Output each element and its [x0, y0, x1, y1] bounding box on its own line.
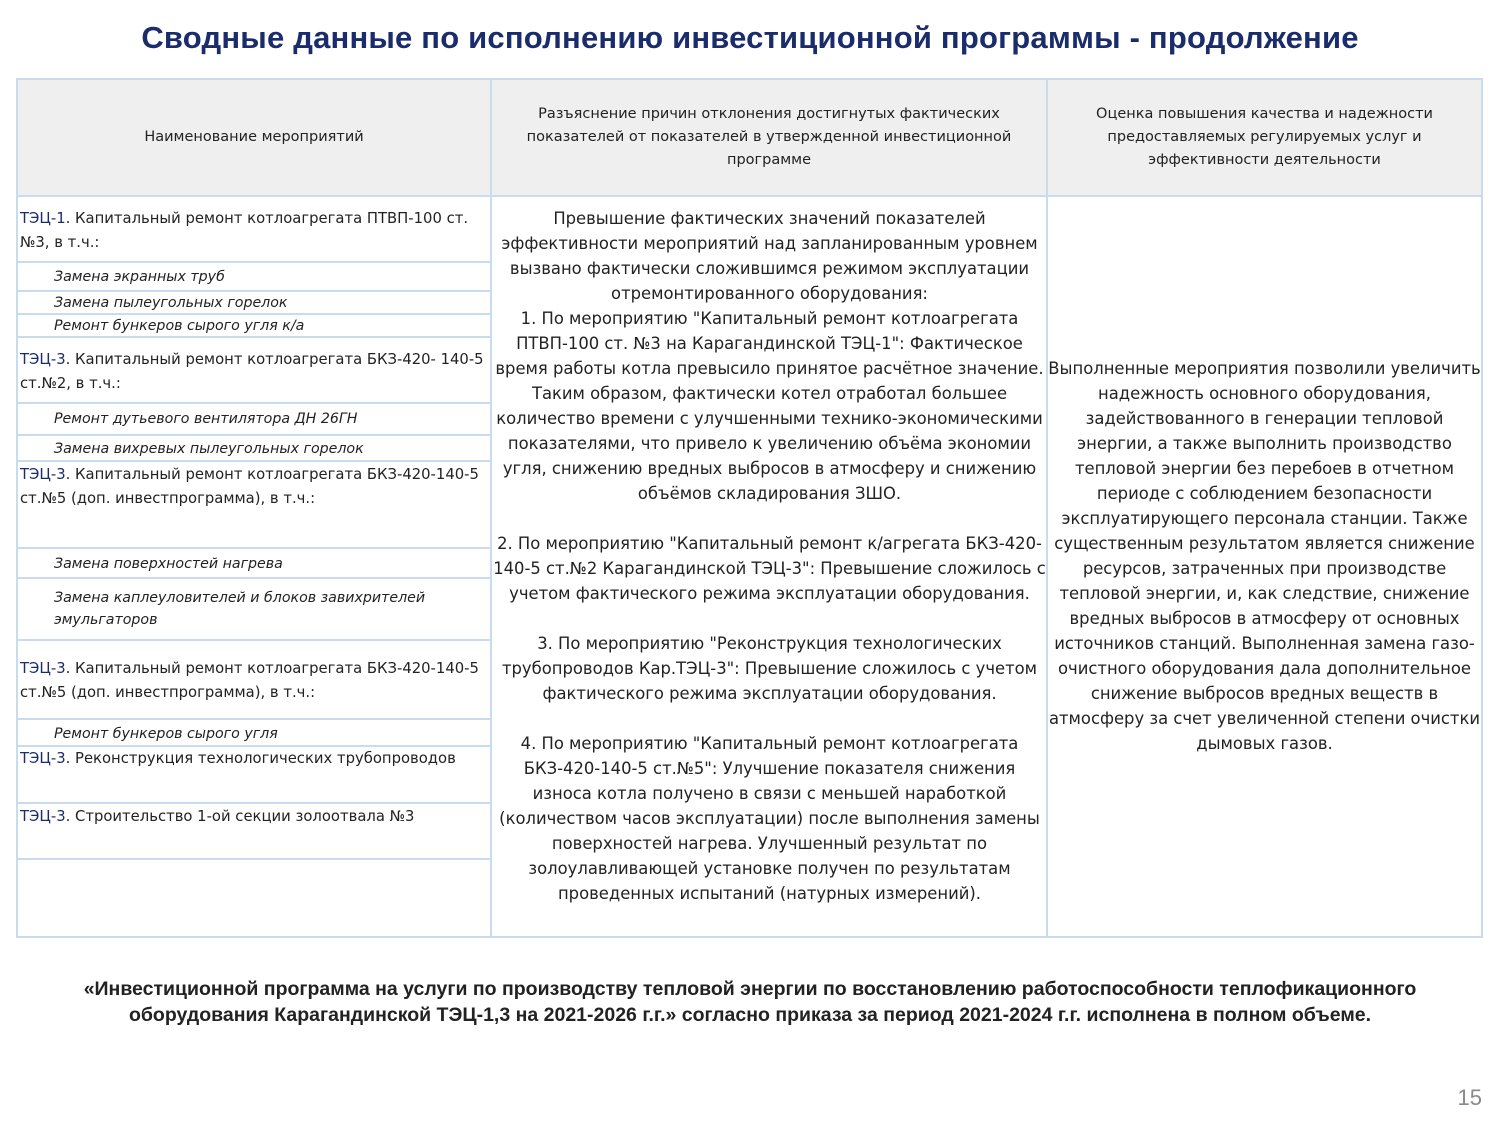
table-row — [18, 720, 490, 747]
table-row — [18, 338, 490, 404]
sub-activity-text: Замена экранных труб — [54, 269, 225, 285]
sub-activity-text: Замена вихревых пылеугольных горелок — [54, 441, 364, 457]
activity-text: . Капитальный ремонт котлоагрегата БКЗ-420-140-5 ст.№5 (доп. инвестпрограмма), в т.ч.: — [20, 660, 479, 701]
table-row — [18, 747, 490, 804]
plant-code: ТЭЦ-3 — [20, 750, 66, 767]
explanation-intro: Превышение фактических значений показателей эффективности мероприятий над запланированным уровнем вызвано фактически сложившимся режимом эксплуатации отремонтированного оборудования: — [501, 209, 1038, 303]
header-cell-explanation: Разъяснение причин отклонения достигнутых фактических показателей от показателей в утвержденной инвестиционной программе — [526, 106, 1012, 168]
plant-code: ТЭЦ-3 — [20, 351, 66, 368]
plant-code: ТЭЦ-3 — [20, 808, 66, 825]
table-row — [18, 404, 490, 436]
investment-table — [16, 78, 1483, 938]
table-row — [18, 579, 490, 641]
explanation-item-2: 2. По мероприятию "Капитальный ремонт к/агрегата БКЗ-420-140-5 ст.№2 Карагандинской ТЭЦ-3": Превышение сложилось с учетом фактического режима эксплуатации оборудования. — [493, 534, 1046, 603]
table-row — [18, 436, 490, 462]
plant-code: ТЭЦ-3 — [20, 660, 66, 677]
table-row — [18, 804, 490, 860]
explanation-item-3: 3. По мероприятию "Реконструкция технологических трубопроводов Кар.ТЭЦ-3": Превышение сложилось с учетом фактического режима эксплуатации оборудования. — [501, 634, 1038, 703]
activity-text: . Реконструкция технологических трубопроводов — [65, 750, 456, 767]
sub-activity-text: Замена каплеуловителей и блоков завихрителей эмульгаторов — [54, 590, 426, 628]
sub-activity-text: Ремонт бункеров сырого угля к/а — [54, 318, 305, 334]
table-row — [18, 197, 490, 263]
activity-text: . Капитальный ремонт котлоагрегата БКЗ-420-140-5 ст.№5 (доп. инвестпрограмма), в т.ч.: — [20, 466, 479, 507]
plant-code: ТЭЦ-1 — [20, 210, 66, 227]
page-title: Сводные данные по исполнению инвестиционной программы - продолжение — [141, 20, 1359, 55]
explanation-cell — [492, 206, 1047, 906]
table-row — [18, 641, 490, 720]
table-header — [18, 80, 1481, 197]
table-row — [18, 549, 490, 579]
sub-activity-text: Ремонт бункеров сырого угля — [54, 726, 278, 742]
activity-text: . Строительство 1-ой секции золоотвала №3 — [65, 808, 415, 825]
plant-code: ТЭЦ-3 — [20, 466, 66, 483]
sub-activity-text: Ремонт дутьевого вентилятора ДН 26ГН — [54, 411, 358, 427]
conclusion-note: «Инвестиционной программа на услуги по производству тепловой энергии по восстановлению работоспособности теплофикационного оборудования Карагандинской ТЭЦ-1,3 на 2021-2026 г.г.» согласно приказа за период 2021-2024 г.г. исполнена в полном объеме. — [83, 978, 1417, 1026]
table-row — [18, 263, 490, 292]
page-number: 15 — [1457, 1085, 1482, 1110]
sub-activity-text: Замена пылеугольных горелок — [54, 295, 288, 311]
explanation-item-4: 4. По мероприятию "Капитальный ремонт котлоагрегата БКЗ-420-140-5 ст.№5": Улучшение показателя снижения износа котла получено в связи с меньшей наработкой (количеством часов эксплуатации) после выполнения замены поверхностей нагрева. Улучшенный результат по золоулавливающей установке получен по результатам проведенных испытаний (натурных измерений). — [499, 734, 1040, 903]
sub-activity-text: Замена поверхностей нагрева — [54, 556, 283, 572]
activity-text: . Капитальный ремонт котлоагрегата БКЗ-420- 140-5 ст.№2, в т.ч.: — [20, 351, 484, 392]
activity-text: . Капитальный ремонт котлоагрегата ПТВП-100 ст. №3, в т.ч.: — [20, 210, 469, 251]
explanation-item-1: 1. По мероприятию "Капитальный ремонт котлоагрегата ПТВП-100 ст. №3 на Карагандинской ТЭЦ-1": Фактическое время работы котла превысило принятое расчётное значение. Таким образом, фактически котел отработал большее количество времени с улучшенными технико-экономическими показателями, что привело к увеличению объёма экономии угля, снижению вредных выбросов в атмосферу и снижению объёмов складирования ЗШО. — [495, 309, 1044, 503]
assessment-cell: Выполненные мероприятия позволили увеличить надежность основного оборудования, задействованного в генерации тепловой энергии, а также выполнить производство тепловой энергии без перебоев в отчетном периоде с соблюдением безопасности эксплуатирующего персонала станции. Также существенным результатом является снижение ресурсов, затраченных при производстве тепловой энергии, и, как следствие, снижение вредных выбросов в атмосферу от основных источников станций. Выполненная замена газо-очистного оборудования дала дополнительное снижение выбросов вредных веществ в атмосферу за счет увеличенной степени очистки дымовых газов. — [1048, 359, 1481, 753]
header-cell-activities: Наименование мероприятий — [144, 129, 364, 145]
table-row — [18, 462, 490, 549]
header-cell-assessment: Оценка повышения качества и надежности предоставляемых регулируемых услуг и эффективности деятельности — [1096, 106, 1433, 168]
table-row — [18, 292, 490, 315]
table-row — [18, 315, 490, 338]
